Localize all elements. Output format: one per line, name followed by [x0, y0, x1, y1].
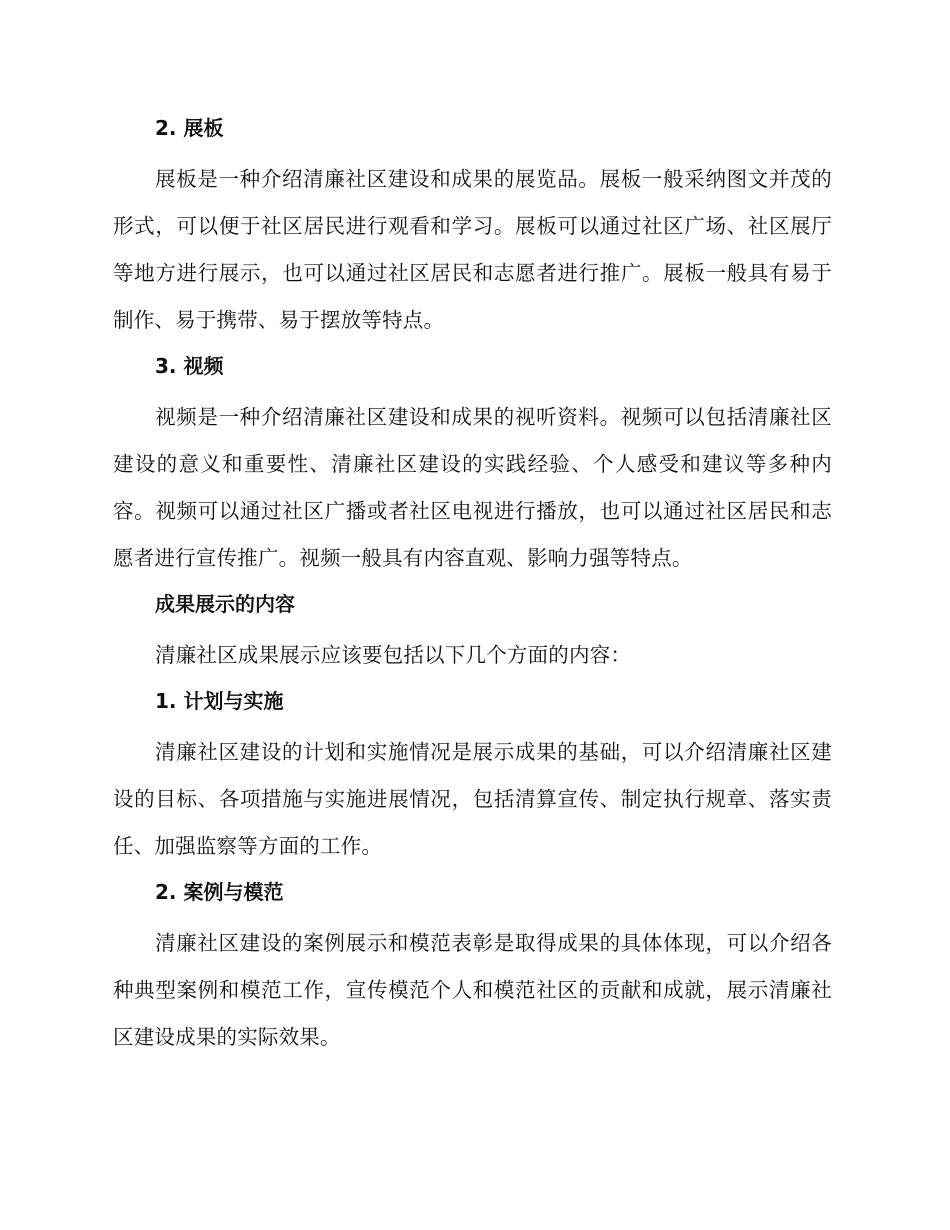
- section-heading-plan-implementation: 1. 计划与实施: [155, 689, 284, 713]
- paragraph-cases-models: 清廉社区建设的案例展示和模范表彰是取得成果的具体体现，可以介绍各种典型案例和模范工作，宣传模范个人和模范社区的贡献和成就，展示清廉社区建设成果的实际效果。: [113, 931, 832, 1049]
- section-heading-video: 3. 视频: [155, 354, 224, 378]
- paragraph-video: 视频是一种介绍清廉社区建设和成果的视听资料。视频可以包括清廉社区建设的意义和重要性、清廉社区建设的实践经验、个人感受和建议等多种内容。视频可以通过社区广播或者社区电视进行播放，也可以通过社区居民和志愿者进行宣传推广。视频一般具有内容直观、影响力强等特点。: [113, 405, 832, 570]
- section-heading-display-board: 2. 展板: [155, 116, 224, 140]
- section-heading-showcase-content: 成果展示的内容: [155, 592, 295, 616]
- paragraph-showcase-intro: 清廉社区成果展示应该要包括以下几个方面的内容：: [155, 643, 632, 667]
- paragraph-display-board: 展板是一种介绍清廉社区建设和成果的展览品。展板一般采纳图文并茂的形式，可以便于社区居民进行观看和学习。展板可以通过社区广场、社区展厅等地方进行展示，也可以通过社区居民和志愿者进行推广。展板一般具有易于制作、易于携带、易于摆放等特点。: [113, 167, 832, 332]
- section-heading-cases-models: 2. 案例与模范: [155, 880, 284, 904]
- paragraph-plan-implementation: 清廉社区建设的计划和实施情况是展示成果的基础，可以介绍清廉社区建设的目标、各项措施与实施进展情况，包括清算宣传、制定执行规章、落实责任、加强监察等方面的工作。: [113, 740, 832, 858]
